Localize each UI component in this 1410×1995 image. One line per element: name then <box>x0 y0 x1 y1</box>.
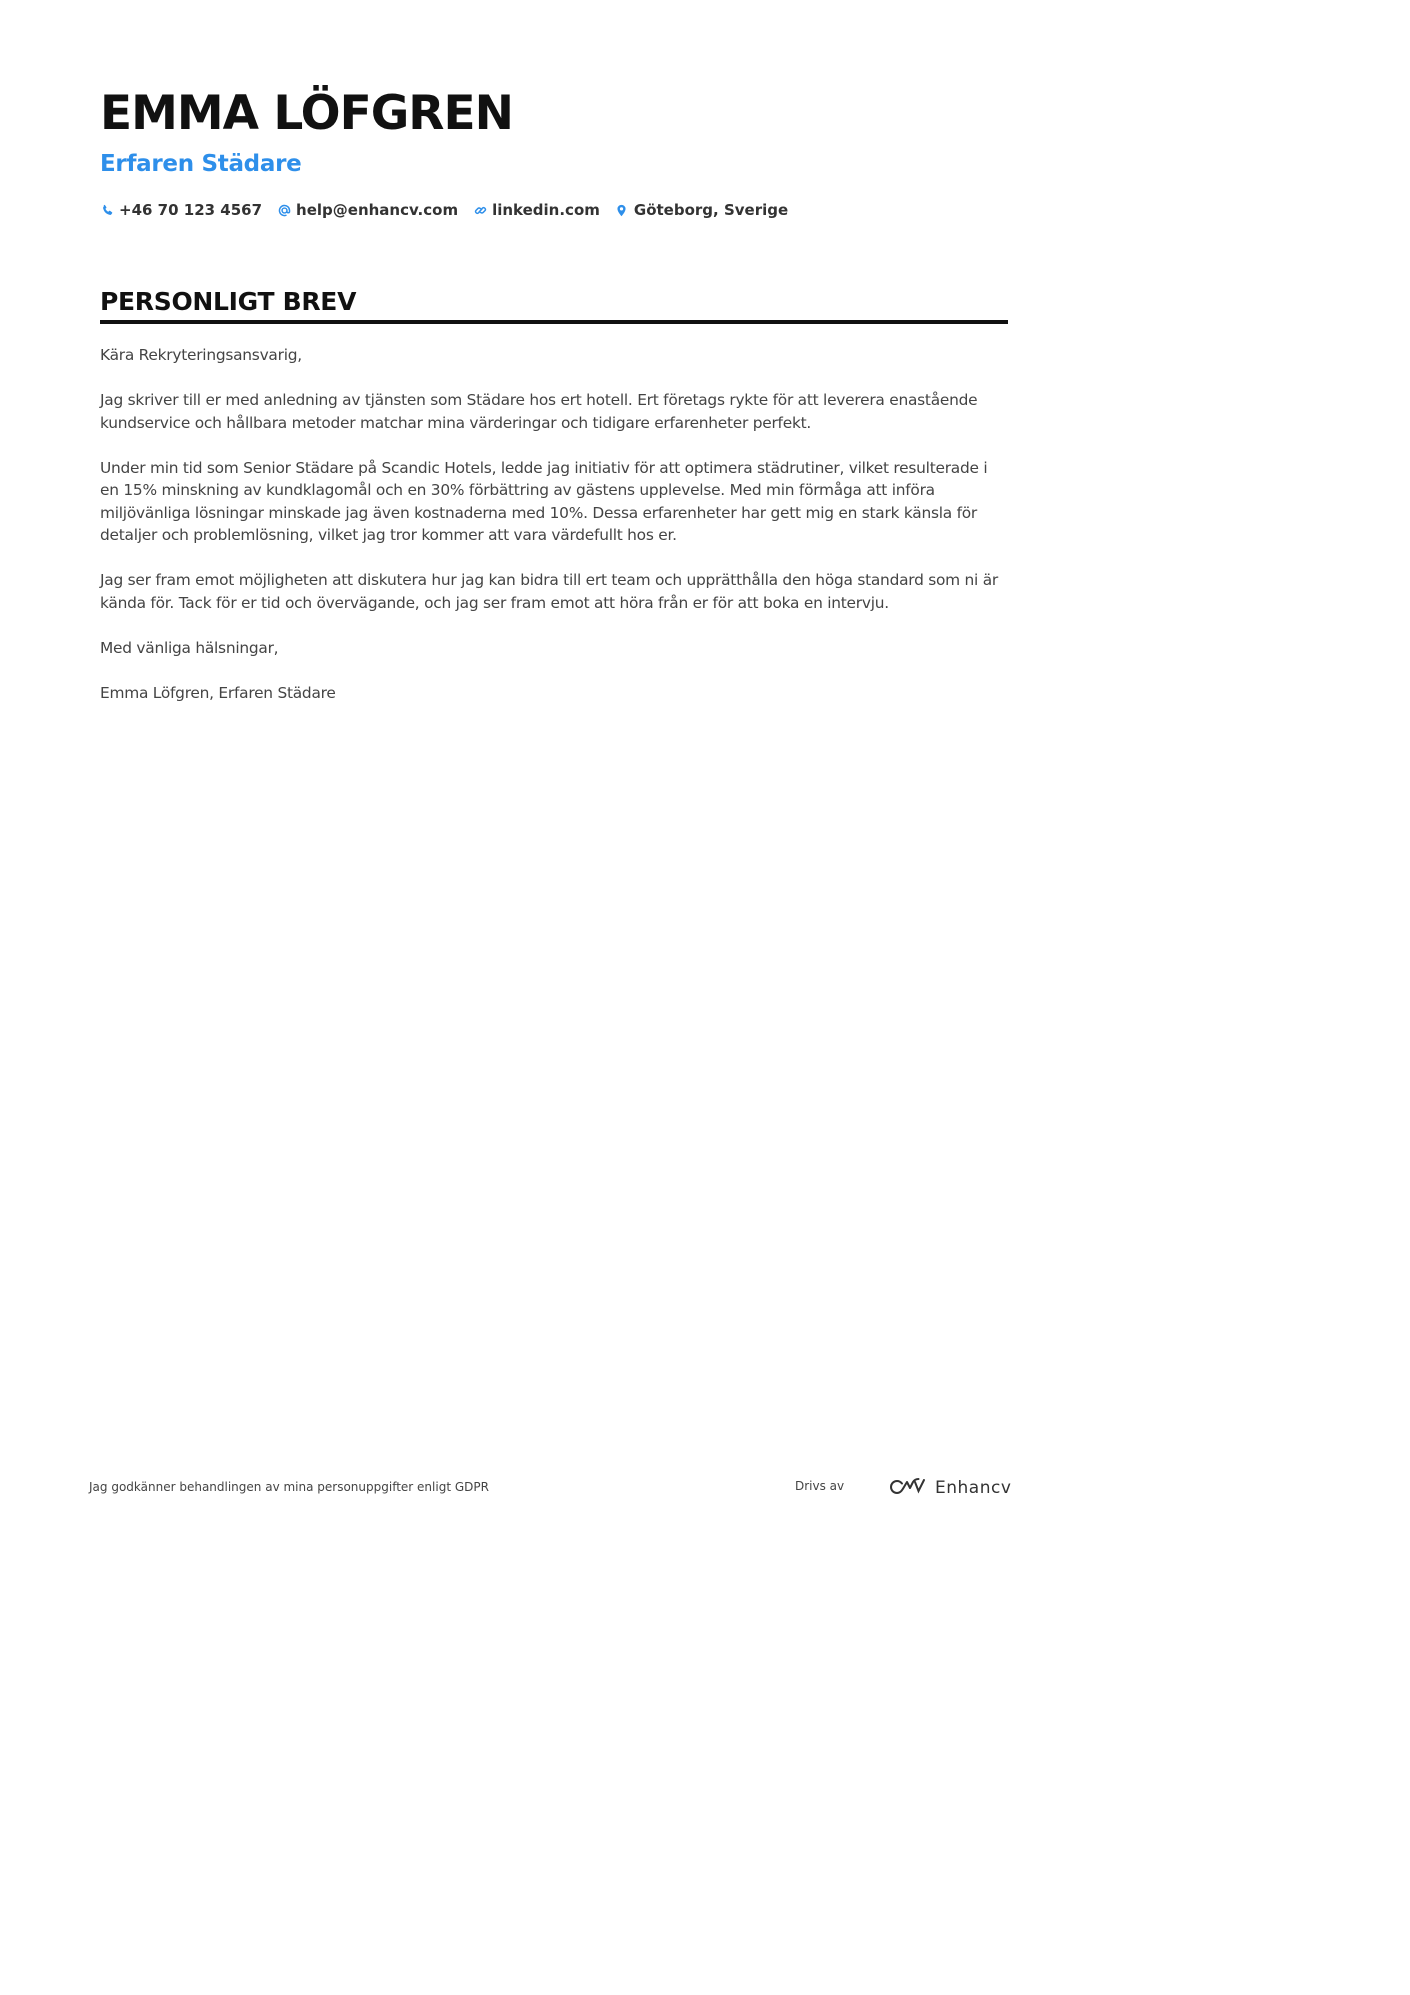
candidate-name: EMMA LÖFGREN <box>100 86 513 141</box>
enhancv-brand[interactable] <box>889 1476 1011 1500</box>
enhancv-brand-name: Enhancv <box>935 1478 1012 1498</box>
letter-body <box>100 344 1008 727</box>
letter-paragraph: Jag skriver till er med anledning av tjänsten som Städare hos ert hotell. Ert företags rykte för att leverera enastående kundservice och hållbara metoder matchar mina värderingar och tidigare erfarenheter perfekt. <box>100 391 978 432</box>
letter-closing: Med vänliga hälsningar, <box>100 638 279 657</box>
contact-phone[interactable] <box>100 201 262 219</box>
contact-info-row <box>100 199 803 221</box>
section-divider <box>100 320 1008 324</box>
contact-phone-text: +46 70 123 4567 <box>119 201 263 219</box>
contact-email-text: help@enhancv.com <box>296 201 459 219</box>
contact-linkedin[interactable] <box>473 201 600 219</box>
location-pin-icon <box>615 203 629 217</box>
letter-paragraph: Jag ser fram emot möjligheten att diskutera hur jag kan bidra till ert team och upprätthålla den höga standard som ni är kända för. Tack för er tid och övervägande, och jag ser fram emot att höra från er för att boka en intervju. <box>100 571 998 612</box>
powered-by-label: Drivs av <box>795 1479 845 1493</box>
letter-signature: Emma Löfgren, Erfaren Städare <box>100 683 336 702</box>
letter-salutation: Kära Rekryteringsansvarig, <box>100 346 302 364</box>
at-icon <box>277 203 291 217</box>
contact-email[interactable] <box>277 201 458 219</box>
enhancv-logo-icon <box>889 1477 927 1499</box>
link-icon <box>473 203 487 217</box>
section-heading: PERSONLIGT BREV <box>100 287 357 316</box>
contact-location <box>615 201 788 219</box>
contact-location-text: Göteborg, Sverige <box>633 201 789 219</box>
letter-paragraph: Under min tid som Senior Städare på Scandic Hotels, ledde jag initiativ för att optimera städrutiner, vilket resulterade i en 15% minskning av kundklagomål och en 30% förbättring av gästens upplevelse. Med min förmåga att införa miljövänliga lösningar minskade jag även kostnaderna med 10%. Dessa erfarenheter har gett mig en stark känsla för detaljer och problemlösning, vilket jag tror kommer att vara värdefullt hos er. <box>100 458 988 544</box>
candidate-title: Erfaren Städare <box>100 151 302 177</box>
phone-icon <box>100 203 114 217</box>
contact-linkedin-text: linkedin.com <box>492 201 600 219</box>
gdpr-consent-text: Jag godkänner behandlingen av mina personuppgifter enligt GDPR <box>89 1480 489 1494</box>
